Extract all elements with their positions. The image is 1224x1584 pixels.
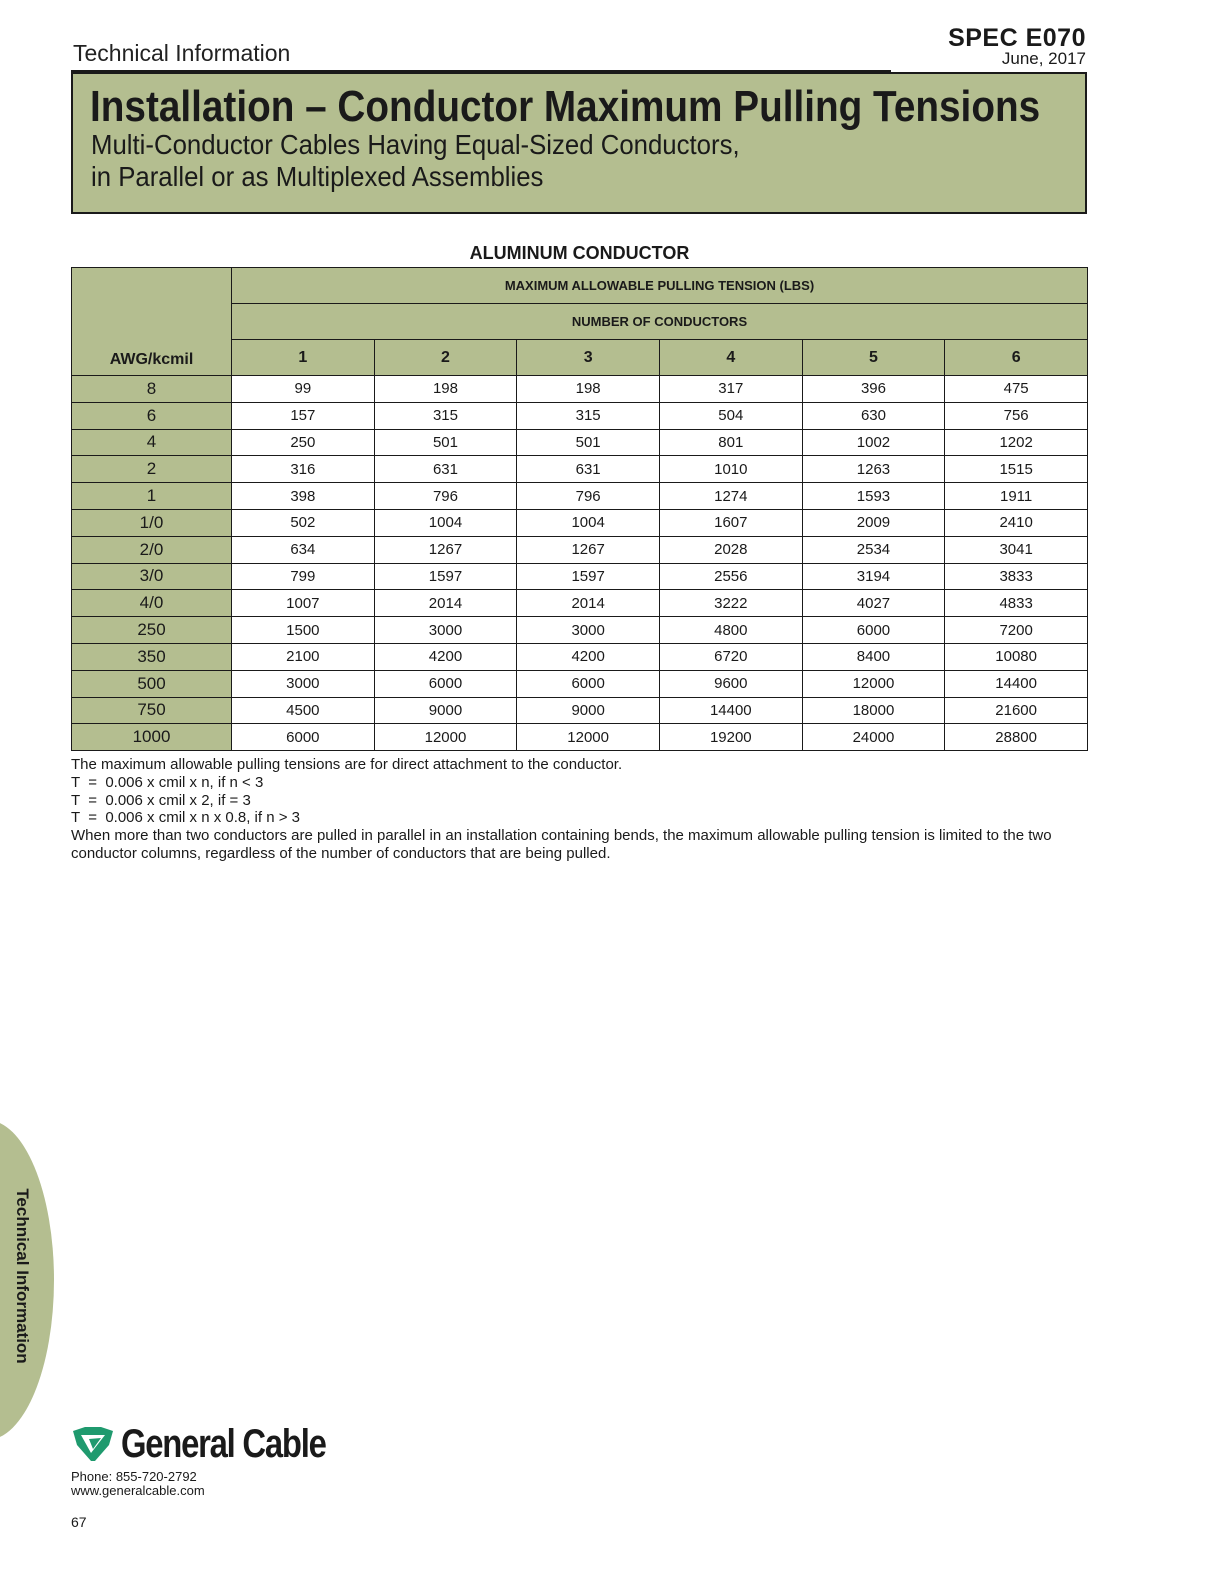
- table-row: [72, 509, 1088, 536]
- tension-cell: 502: [232, 509, 375, 536]
- tension-cell: 2410: [945, 509, 1088, 536]
- awg-cell: 250: [72, 617, 232, 644]
- tension-cell: 799: [232, 563, 375, 590]
- conductor-count-header: 2: [374, 340, 517, 376]
- sub-header: NUMBER OF CONDUCTORS: [232, 304, 1088, 340]
- tension-cell: 1004: [517, 509, 660, 536]
- conductor-count-header: 4: [659, 340, 802, 376]
- table-row: [72, 617, 1088, 644]
- table-row: [72, 670, 1088, 697]
- website-link[interactable]: www.generalcable.com: [71, 1483, 205, 1498]
- tension-cell: 475: [945, 376, 1088, 403]
- formula-line: T = 0.006 x cmil x 2, if = 3: [71, 791, 251, 809]
- tension-cell: 6000: [232, 724, 375, 751]
- tension-cell: 2028: [659, 536, 802, 563]
- tension-cell: 14400: [945, 670, 1088, 697]
- tension-cell: 3194: [802, 563, 945, 590]
- conductor-count-header: 6: [945, 340, 1088, 376]
- tension-cell: 6720: [659, 643, 802, 670]
- tension-cell: 396: [802, 376, 945, 403]
- tension-cell: 1274: [659, 483, 802, 510]
- tension-cell: 157: [232, 402, 375, 429]
- table-row: [72, 643, 1088, 670]
- page-number: 67: [71, 1514, 87, 1530]
- awg-cell: 500: [72, 670, 232, 697]
- tension-cell: 2014: [517, 590, 660, 617]
- awg-cell: 3/0: [72, 563, 232, 590]
- tension-cell: 12000: [374, 724, 517, 751]
- table-row: [72, 376, 1088, 403]
- phone-number: Phone: 855-720-2792: [71, 1469, 197, 1484]
- tension-cell: 631: [517, 456, 660, 483]
- tension-cell: 198: [517, 376, 660, 403]
- tension-cell: 756: [945, 402, 1088, 429]
- tension-cell: 28800: [945, 724, 1088, 751]
- tension-cell: 3833: [945, 563, 1088, 590]
- tension-cell: 9000: [517, 697, 660, 724]
- tension-cell: 796: [374, 483, 517, 510]
- tension-cell: 316: [232, 456, 375, 483]
- tension-cell: 1515: [945, 456, 1088, 483]
- tension-cell: 6000: [802, 617, 945, 644]
- tension-cell: 14400: [659, 697, 802, 724]
- table-row: [72, 402, 1088, 429]
- tension-cell: 4200: [517, 643, 660, 670]
- tension-cell: 1593: [802, 483, 945, 510]
- tension-cell: 1597: [374, 563, 517, 590]
- tension-cell: 99: [232, 376, 375, 403]
- awg-cell: 1: [72, 483, 232, 510]
- tension-cell: 3000: [517, 617, 660, 644]
- page-title: Installation – Conductor Maximum Pulling Tensions: [90, 82, 1041, 131]
- company-logo: [71, 1422, 371, 1467]
- awg-cell: 6: [72, 402, 232, 429]
- table-row: [72, 563, 1088, 590]
- tension-cell: 19200: [659, 724, 802, 751]
- page-subtitle-line1: Multi-Conductor Cables Having Equal-Sized Conductors,: [91, 129, 740, 160]
- tension-cell: 6000: [374, 670, 517, 697]
- tension-cell: 8400: [802, 643, 945, 670]
- logo-text: General Cable: [121, 1422, 326, 1466]
- tension-cell: 315: [517, 402, 660, 429]
- group-header: MAXIMUM ALLOWABLE PULLING TENSION (LBS): [232, 268, 1088, 304]
- tension-cell: 4800: [659, 617, 802, 644]
- table-row: [72, 429, 1088, 456]
- tension-cell: 398: [232, 483, 375, 510]
- tension-cell: 1267: [517, 536, 660, 563]
- tension-cell: 1002: [802, 429, 945, 456]
- tension-cell: 7200: [945, 617, 1088, 644]
- awg-cell: 2: [72, 456, 232, 483]
- tension-cell: 2009: [802, 509, 945, 536]
- general-cable-logo-icon: [71, 1425, 115, 1465]
- conductor-count-header: 3: [517, 340, 660, 376]
- note-line: The maximum allowable pulling tensions are for direct attachment to the conductor.: [71, 756, 623, 773]
- tension-cell: 2556: [659, 563, 802, 590]
- table-row: [72, 697, 1088, 724]
- contact-info: [71, 1470, 205, 1498]
- tension-cell: 1500: [232, 617, 375, 644]
- tension-cell: 9600: [659, 670, 802, 697]
- table-row: [72, 724, 1088, 751]
- conductor-count-header: 1: [232, 340, 375, 376]
- tension-cell: 1004: [374, 509, 517, 536]
- tension-cell: 1911: [945, 483, 1088, 510]
- tension-cell: 1267: [374, 536, 517, 563]
- table-row: [72, 483, 1088, 510]
- tension-cell: 1010: [659, 456, 802, 483]
- tension-cell: 4200: [374, 643, 517, 670]
- tension-cell: 198: [374, 376, 517, 403]
- tension-cell: 250: [232, 429, 375, 456]
- tension-cell: 1202: [945, 429, 1088, 456]
- tension-cell: 3000: [232, 670, 375, 697]
- tension-cell: 2534: [802, 536, 945, 563]
- tension-cell: 1607: [659, 509, 802, 536]
- awg-cell: 1000: [72, 724, 232, 751]
- tension-cell: 21600: [945, 697, 1088, 724]
- awg-cell: 750: [72, 697, 232, 724]
- table-row: [72, 590, 1088, 617]
- tension-cell: 2014: [374, 590, 517, 617]
- tension-cell: 6000: [517, 670, 660, 697]
- pulling-tension-table: [71, 267, 1088, 751]
- tension-cell: 631: [374, 456, 517, 483]
- tension-cell: 796: [517, 483, 660, 510]
- awg-cell: 4: [72, 429, 232, 456]
- tension-cell: 1597: [517, 563, 660, 590]
- tension-cell: 501: [517, 429, 660, 456]
- awg-cell: 4/0: [72, 590, 232, 617]
- tension-cell: 504: [659, 402, 802, 429]
- spec-date: June, 2017: [1001, 49, 1086, 68]
- awg-cell: 350: [72, 643, 232, 670]
- tension-cell: 12000: [802, 670, 945, 697]
- tension-cell: 18000: [802, 697, 945, 724]
- tension-cell: 1007: [232, 590, 375, 617]
- tension-cell: 9000: [374, 697, 517, 724]
- tension-cell: 634: [232, 536, 375, 563]
- tension-cell: 501: [374, 429, 517, 456]
- side-tab-label: Technical Information: [13, 1188, 32, 1364]
- tension-cell: 3000: [374, 617, 517, 644]
- table-title: ALUMINUM CONDUCTOR: [469, 243, 690, 263]
- tension-cell: 630: [802, 402, 945, 429]
- section-label: Technical Information: [73, 40, 291, 66]
- formula-line: T = 0.006 x cmil x n, if n < 3: [71, 773, 264, 791]
- awg-cell: 1/0: [72, 509, 232, 536]
- tension-cell: 4027: [802, 590, 945, 617]
- spec-code: SPEC E070: [948, 24, 1086, 52]
- title-box: [71, 72, 1087, 214]
- table-row: [72, 456, 1088, 483]
- awg-cell: 8: [72, 376, 232, 403]
- tension-cell: 3041: [945, 536, 1088, 563]
- tension-cell: 317: [659, 376, 802, 403]
- tension-cell: 10080: [945, 643, 1088, 670]
- tension-cell: 12000: [517, 724, 660, 751]
- note-line: When more than two conductors are pulled in parallel in an installation containing bends, the maximum allowable pulling tension is limited to the two conductor columns, regardless of the number of conductors that are being pulled.: [71, 827, 1056, 862]
- tension-cell: 801: [659, 429, 802, 456]
- table-notes: [71, 756, 1101, 863]
- awg-cell: 2/0: [72, 536, 232, 563]
- tension-cell: 24000: [802, 724, 945, 751]
- table-row: [72, 536, 1088, 563]
- tension-cell: 3222: [659, 590, 802, 617]
- page-subtitle-line2: in Parallel or as Multiplexed Assemblies: [91, 161, 544, 192]
- tension-cell: 4833: [945, 590, 1088, 617]
- tension-cell: 315: [374, 402, 517, 429]
- tension-cell: 4500: [232, 697, 375, 724]
- formula-line: T = 0.006 x cmil x n x 0.8, if n > 3: [71, 809, 300, 827]
- tension-cell: 1263: [802, 456, 945, 483]
- awg-column-header: AWG/kcmil: [72, 268, 232, 376]
- conductor-count-header: 5: [802, 340, 945, 376]
- tension-cell: 2100: [232, 643, 375, 670]
